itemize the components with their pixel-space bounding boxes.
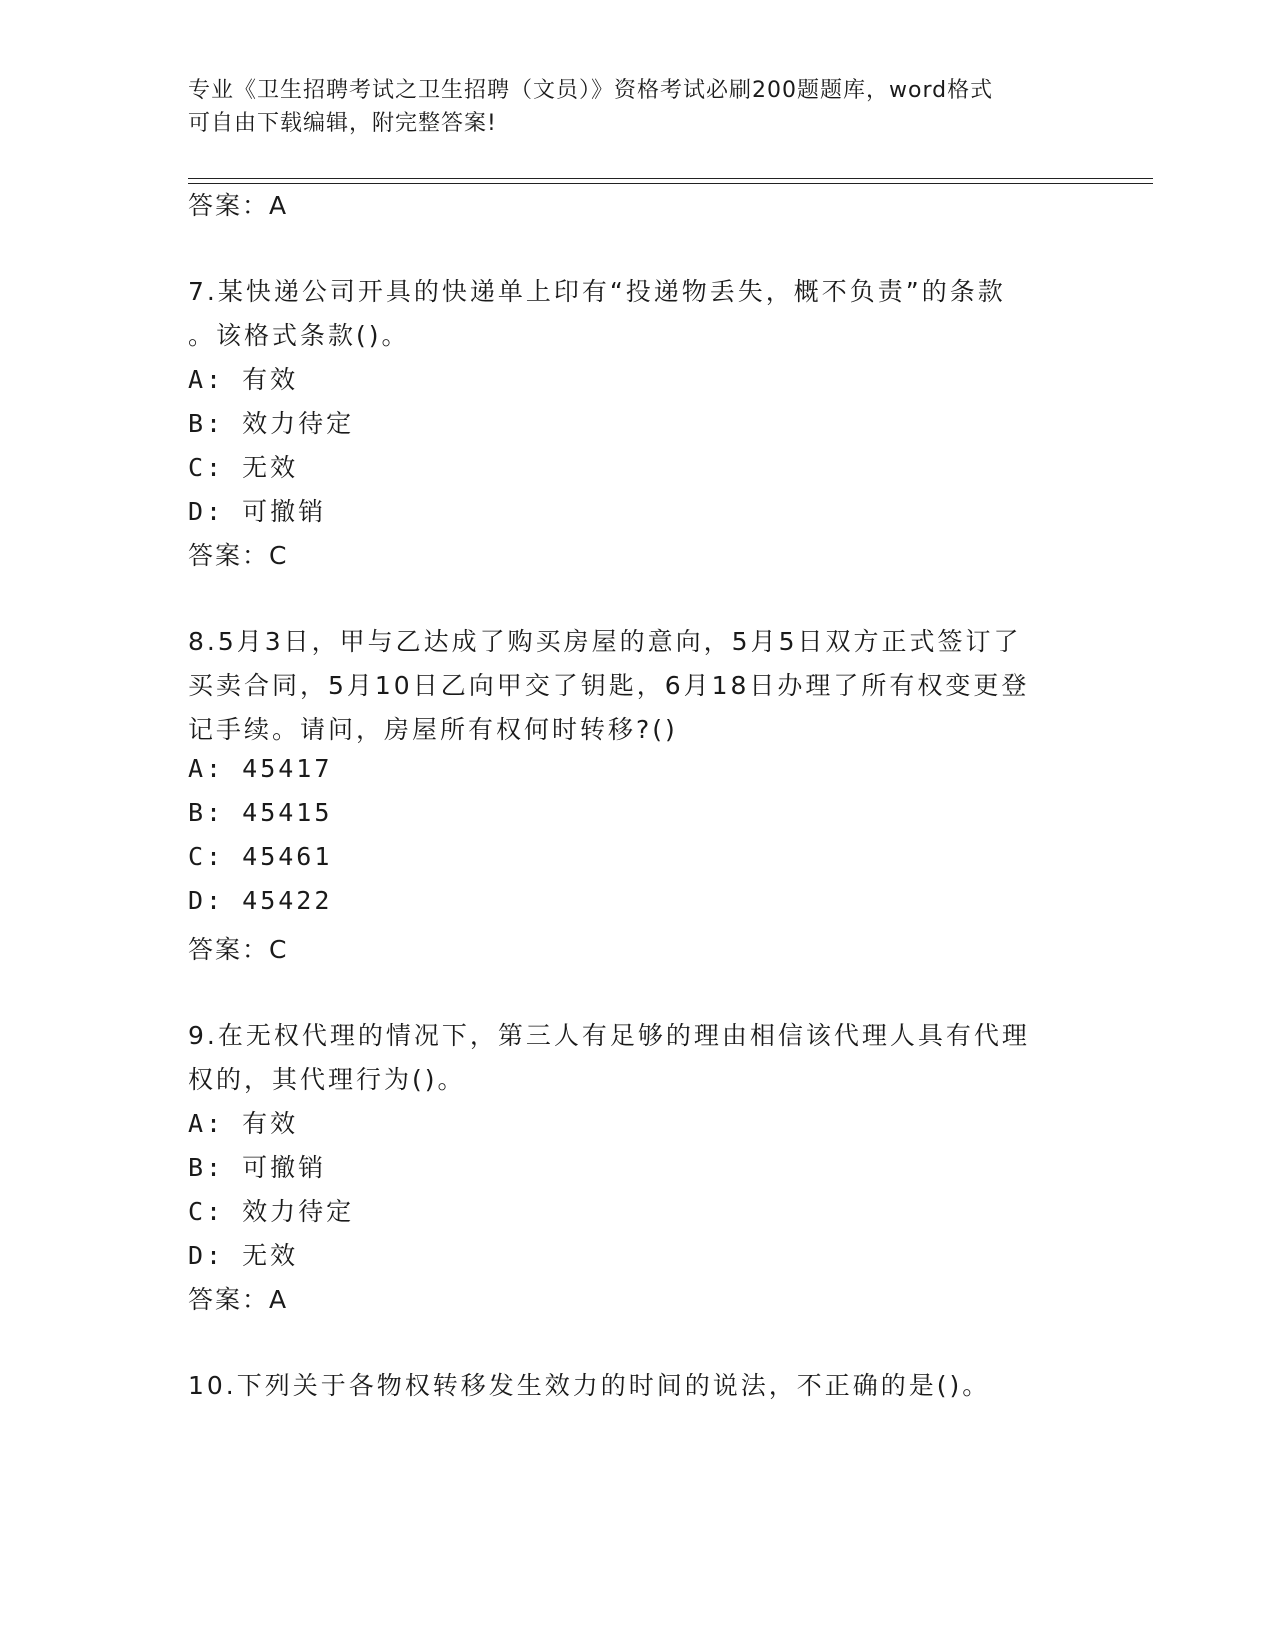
question-7-option-d: D: 可撤销: [188, 497, 327, 526]
question-7-option-b: B: 效力待定: [188, 409, 355, 438]
question-9-option-b: B: 可撤销: [188, 1153, 327, 1182]
question-7-option-c: C: 无效: [188, 453, 299, 482]
question-9-answer: 答案：A: [188, 1285, 289, 1314]
question-9-option-c: C: 效力待定: [188, 1197, 355, 1226]
question-7-answer: 答案：C: [188, 541, 289, 570]
question-9-option-a: A: 有效: [188, 1109, 299, 1138]
header-line-1: 专业《卫生招聘考试之卫生招聘（文员）》资格考试必刷200题题库，word格式: [188, 78, 994, 103]
question-9-stem-line-1: 9.在无权代理的情况下，第三人有足够的理由相信该代理人具有代理: [188, 1021, 1030, 1050]
question-8-option-d: D: 45422: [188, 886, 333, 915]
question-9-option-d: D: 无效: [188, 1241, 299, 1270]
question-8-stem-line-3: 记手续。请问，房屋所有权何时转移?(): [188, 715, 678, 744]
question-8-stem-line-1: 8.5月3日，甲与乙达成了购买房屋的意向，5月5日双方正式签订了: [188, 627, 1022, 656]
document-header: [188, 74, 1088, 140]
question-10-stem-line-1: 10.下列关于各物权转移发生效力的时间的说法，不正确的是()。: [188, 1371, 991, 1400]
header-line-2: 可自由下载编辑，附完整答案!: [188, 111, 497, 136]
header-rule-top: [188, 178, 1153, 179]
question-8-answer: 答案：C: [188, 935, 289, 964]
header-rule-bottom: [188, 183, 1153, 184]
question-8-stem-line-2: 买卖合同，5月10日乙向甲交了钥匙，6月18日办理了所有权变更登: [188, 671, 1030, 700]
question-7-stem-line-2: 。该格式条款()。: [188, 321, 410, 350]
question-8-option-b: B: 45415: [188, 798, 333, 827]
question-7-option-a: A: 有效: [188, 365, 299, 394]
question-9-stem-line-2: 权的，其代理行为()。: [188, 1065, 466, 1094]
question-8-option-a: A: 45417: [188, 754, 333, 783]
answer-label: 答案：A: [188, 191, 289, 220]
question-8-option-c: C: 45461: [188, 842, 333, 871]
question-7-stem-line-1: 7.某快递公司开具的快递单上印有“投递物丢失，概不负责”的条款: [188, 277, 1006, 306]
